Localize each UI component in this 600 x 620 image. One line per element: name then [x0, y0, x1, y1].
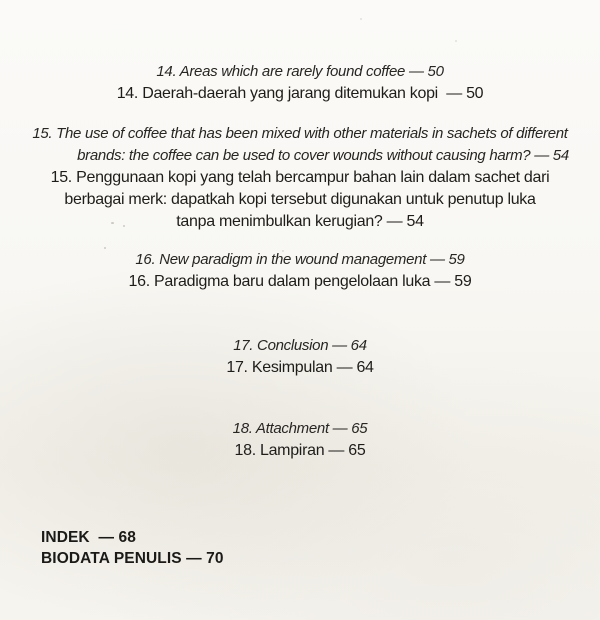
toc-item-17	[0, 335, 600, 379]
toc-item-14	[0, 61, 600, 105]
toc-entry-english-line: 18. Attachment — 65	[232, 420, 368, 437]
toc-entry-indonesian-line: 17. Kesimpulan — 64	[226, 359, 374, 376]
toc-item-16	[0, 249, 600, 293]
toc-item-18	[0, 418, 600, 462]
toc-entry-english-line: 15. The use of coffee that has been mixed with other materials in sachets of different	[32, 125, 568, 142]
toc-entry-english-line: 14. Areas which are rarely found coffee — 50	[156, 63, 444, 80]
scan-speckle	[360, 18, 362, 20]
index-entry: INDEK — 68	[41, 529, 136, 546]
toc-entry-indonesian-line: 14. Daerah-daerah yang jarang ditemukan kopi — 50	[116, 85, 484, 102]
author-biodata-entry: BIODATA PENULIS — 70	[41, 550, 224, 567]
toc-entry-indonesian-line: 18. Lampiran — 65	[234, 442, 366, 459]
toc-entry-indonesian-line: berbagai merk: dapatkah kopi tersebut digunakan untuk penutup luka	[64, 191, 536, 208]
toc-item-15	[0, 123, 600, 233]
toc-entry-indonesian-line: tanpa menimbulkan kerugian? — 54	[176, 213, 424, 230]
back-matter-entries	[41, 527, 224, 569]
toc-entry-english-line: 16. New paradigm in the wound management — 59	[135, 251, 465, 268]
scan-speckle	[455, 40, 457, 42]
toc-entry-indonesian-line: 15. Penggunaan kopi yang telah bercampur bahan lain dalam sachet dari	[50, 169, 550, 186]
toc-entry-english-line: brands: the coffee can be used to cover wounds without causing harm? — 54	[77, 147, 569, 164]
toc-entry-indonesian-line: 16. Paradigma baru dalam pengelolaan luka — 59	[128, 273, 472, 290]
toc-entry-english-line: 17. Conclusion — 64	[233, 337, 367, 354]
